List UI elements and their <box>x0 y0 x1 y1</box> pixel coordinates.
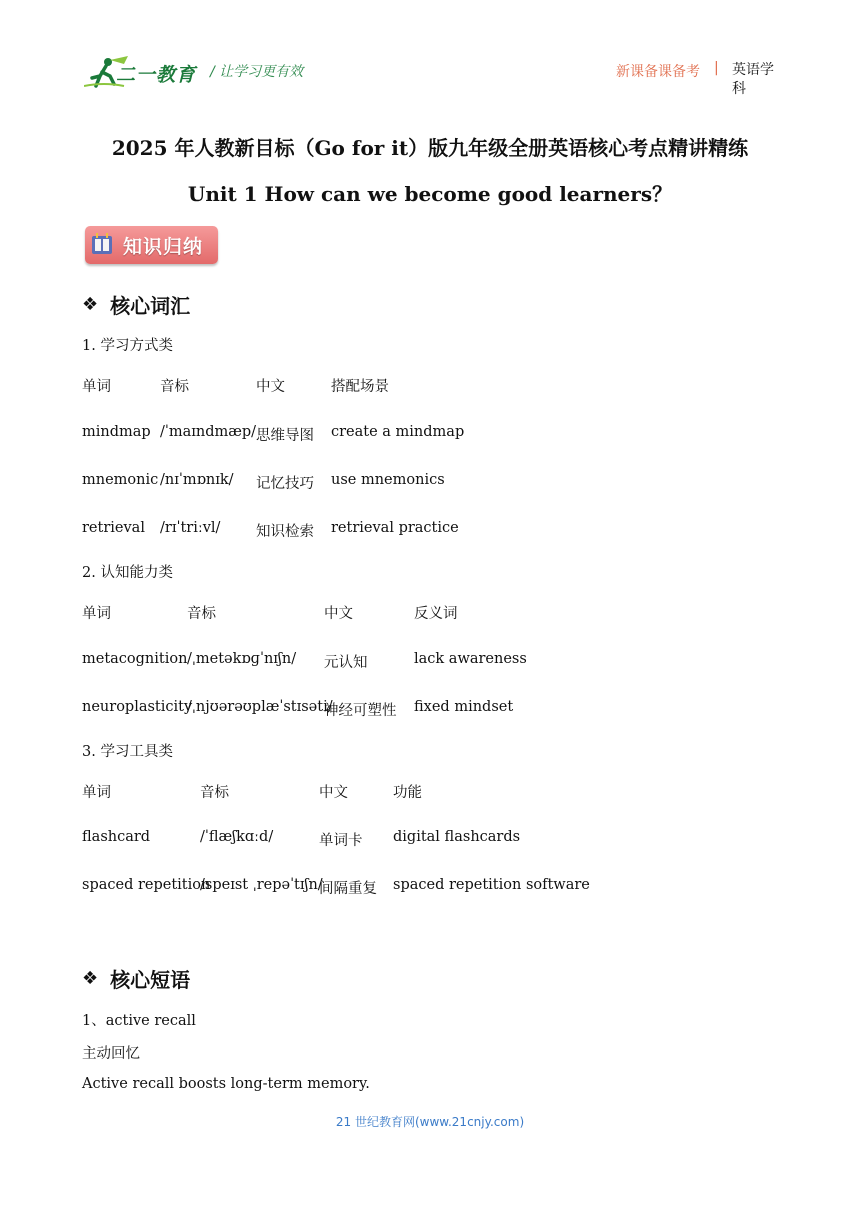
group-title: 3. 学习工具类 <box>82 744 173 760</box>
header-slogan: / 让学习更有效 <box>210 64 304 80</box>
phrase-term: 1、active recall <box>82 1013 196 1029</box>
table-cell: use mnemonics <box>331 472 445 488</box>
group-title: 1. 学习方式类 <box>82 338 173 354</box>
table-cell: metacognition <box>82 651 188 667</box>
table-cell: /ˈflæʃkɑːd/ <box>200 829 274 845</box>
table-header: 音标 <box>187 606 216 622</box>
document-title: 2025 年人教新目标（Go for it）版九年级全册英语核心考点精讲精练 <box>111 136 749 160</box>
table-cell: /speɪst ˌrepəˈtɪʃn/ <box>200 877 323 893</box>
phrase-meaning: 主动回忆 <box>82 1046 140 1062</box>
table-cell: fixed mindset <box>414 699 514 715</box>
table-cell: create a mindmap <box>331 424 465 440</box>
header-right-text: 新课备课备考 <box>616 64 700 80</box>
table-cell: 单词卡 <box>319 833 363 849</box>
table-header: 功能 <box>393 785 422 801</box>
logo-text: 二一教育 <box>116 64 197 86</box>
table-header: 中文 <box>324 606 353 622</box>
table-cell: /ˈmaɪndmæp/ <box>160 424 257 440</box>
vocab-section-heading <box>82 290 190 319</box>
group-title: 2. 认知能力类 <box>82 565 173 581</box>
table-cell: neuroplasticity <box>82 699 193 715</box>
header-separator: | <box>714 60 719 76</box>
vocab-heading-text: 核心词汇 <box>110 294 191 318</box>
footer-link[interactable]: 21 世纪教育网(www.21cnjy.com) <box>335 1115 525 1129</box>
phrase-example: Active recall boosts long-term memory. <box>82 1076 370 1092</box>
unit-title: Unit 1 How can we become good learners？ <box>187 182 673 206</box>
badge-label: 知识归纳 <box>123 236 204 258</box>
table-cell: lack awareness <box>414 651 527 667</box>
table-cell: 思维导图 <box>256 428 314 444</box>
table-cell: spaced repetition <box>82 877 211 893</box>
phrases-section-heading <box>82 964 190 993</box>
table-cell: 间隔重复 <box>319 881 377 897</box>
diamond-bullet-icon: ❖ <box>82 968 99 989</box>
table-header: 中文 <box>256 379 285 395</box>
table-cell: 神经可塑性 <box>324 703 397 719</box>
table-cell: mindmap <box>82 424 151 440</box>
table-cell: retrieval practice <box>331 520 459 536</box>
table-header: 音标 <box>200 785 229 801</box>
table-cell: spaced repetition software <box>393 877 590 893</box>
phrases-heading-text: 核心短语 <box>110 968 191 992</box>
header-subject: 英语学科 <box>732 62 774 97</box>
table-cell: flashcard <box>82 829 151 845</box>
table-cell: 元认知 <box>324 655 368 671</box>
table-header: 单词 <box>82 379 111 395</box>
table-cell: retrieval <box>82 520 145 536</box>
table-cell: mnemonic <box>82 472 159 488</box>
table-cell: /rɪˈtriːvl/ <box>160 520 221 536</box>
table-header: 中文 <box>319 785 348 801</box>
table-header: 音标 <box>160 379 189 395</box>
table-cell: 记忆技巧 <box>256 476 314 492</box>
table-header: 反义词 <box>414 606 458 622</box>
table-cell: /nɪˈmɒnɪk/ <box>160 472 234 488</box>
table-header: 搭配场景 <box>331 379 389 395</box>
table-header: 单词 <box>82 606 111 622</box>
diamond-bullet-icon: ❖ <box>82 294 99 315</box>
table-cell: digital flashcards <box>393 829 521 845</box>
table-header: 单词 <box>82 785 111 801</box>
table-cell: /ˌnjʊərəʊplæˈstɪsəti/ <box>187 699 333 715</box>
book-icon <box>91 232 113 256</box>
table-cell: 知识检索 <box>256 524 314 540</box>
table-cell: /ˌmetəkɒɡˈnɪʃn/ <box>187 651 297 667</box>
knowledge-summary-badge <box>85 226 218 264</box>
